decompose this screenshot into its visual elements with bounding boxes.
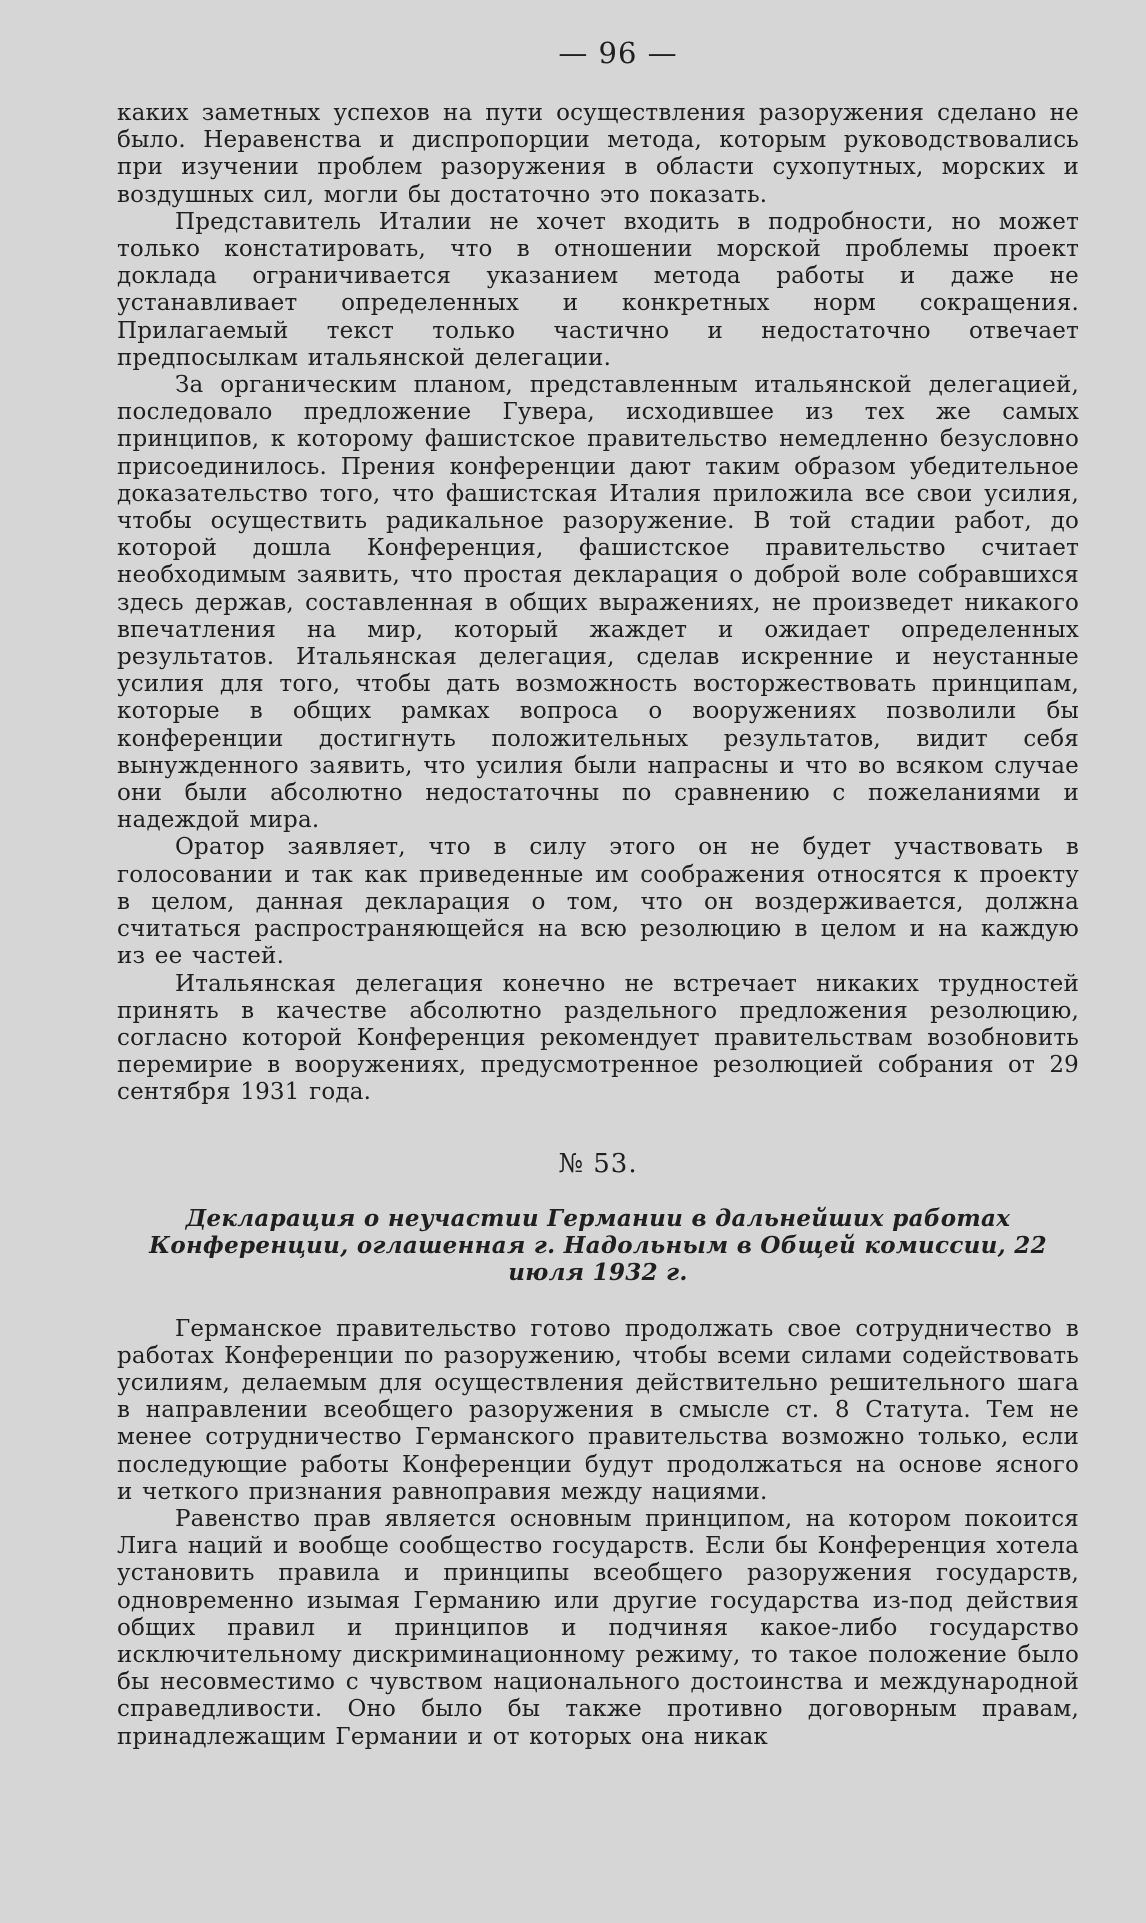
document-number: № 53. <box>558 1148 638 1179</box>
italian-declaration-text <box>117 100 1079 1107</box>
paragraph: Представитель Италии не хочет входить в подробности, но может только констатировать, что в отношении морской проблемы проект доклада ограничивается указанием метода работы и даже не устанавливает определенных и конкретных норм сокращения. Прилагаемый текст только частично и недостаточно отвечает предпосылкам итальянской делегации. <box>117 208 1079 371</box>
paragraph: каких заметных успехов на пути осуществления разоружения сделано не было. Неравенства и диспропорции метода, которым руководствовались при изучении проблем разоружения в области сухопутных, морских и воздушных сил, могли бы достаточно это показать. <box>117 100 1079 208</box>
paragraph: Равенство прав является основным принципом, на котором покоится Лига наций и вообще сообщество государств. Если бы Конференция хотела установить правила и принципы всеобщего разоружения государств, одновременно изымая Германию или другие государства из-под действия общих правил и принципов и подчиняя какое-либо государство исключительному дискриминационному режиму, то такое положение было бы несовместимо с чувством национального достоинства и международной справедливости. Оно было бы также противно договорным правам, принадлежащим Германии и от которых она никак <box>117 1505 1079 1750</box>
paragraph: Оратор заявляет, что в силу этого он не будет участвовать в голосовании и так как приведенные им соображения относятся к проекту в целом, данная декларация о том, что он воздерживается, должна считаться распространяющейся на всю резолюцию в целом и на каждую из ее частей. <box>117 834 1079 970</box>
page-number: — 96 — <box>558 36 678 70</box>
paragraph: За органическим планом, представленным итальянской делегацией, последовало предложение Гувера, исходившее из тех же самых принципов, к которому фашистское правительство немедленно безусловно присоединилось. Прения конференции дают таким образом убедительное доказательство того, что фашистская Италия приложила все свои усилия, чтобы осуществить радикальное разоружение. В той стадии работ, до которой дошла Конференция, фашистское правительство считает необходимым заявить, что простая декларация о доброй воле собравшихся здесь держав, составленная в общих выражениях, не произведет никакого впечатления на мир, который жаждет и ожидает определенных результатов. Итальянская делегация, сделав искренние и неустанные усилия для того, чтобы дать возможность восторжествовать принципам, которые в общих рамках вопроса о вооружениях позволили бы конференции достигнуть положительных результатов, видит себя вынужденного заявить, что усилия были напрасны и что во всяком случае они были абсолютно недостаточны по сравнению с пожеланиями и надеждой мира. <box>117 372 1079 834</box>
paragraph: Итальянская делегация конечно не встречает никаких трудностей принять в качестве абсолютно раздельного предложения резолюцию, согласно которой Конференция рекомендует правительствам возобновить перемирие в вооружениях, предусмотренное резолюцией собрания от 29 сентября 1931 года. <box>117 970 1079 1106</box>
german-declaration-text <box>117 1316 1079 1751</box>
document-heading: Декларация о неучастии Германии в дальнейших работах Конференции, оглашенная г. Надольным в Общей комиссии, 22 июля 1932 г. <box>149 1204 1047 1286</box>
paragraph: Германское правительство готово продолжать свое сотрудничество в работах Конференции по разоружению, чтобы всеми силами содействовать усилиям, делаемым для осуществления действительно решительного шага в направлении всеобщего разоружения в смысле ст. 8 Статута. Тем не менее сотрудничество Германского правительства возможно только, если последующие работы Конференции будут продолжаться на основе ясного и четкого признания равноправия между нациями. <box>117 1315 1079 1505</box>
